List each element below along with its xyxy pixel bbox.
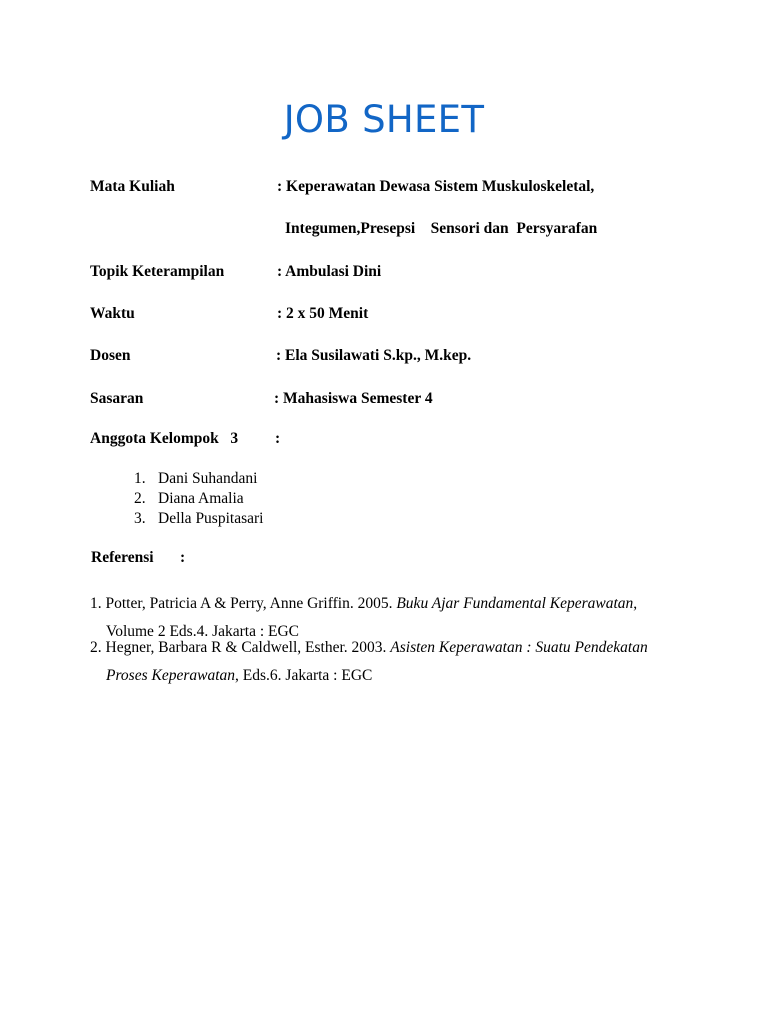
field-value: : — [275, 430, 281, 447]
field-value: : Ambulasi Dini — [277, 263, 382, 280]
field-value: : Ela Susilawati S.kp., M.kep. — [276, 347, 472, 364]
referensi-label: Referensi — [91, 549, 154, 566]
list-item-number: 3. — [134, 510, 146, 527]
field-label: Mata Kuliah — [90, 178, 175, 195]
reference-authors: 1. Potter, Patricia A & Perry, Anne Griffin. 2005. — [90, 595, 397, 612]
reference-item-continued — [106, 667, 372, 685]
reference-item — [90, 639, 648, 657]
list-item-number: 1. — [134, 470, 146, 487]
field-label: Sasaran — [90, 390, 144, 407]
field-value: : 2 x 50 Menit — [277, 305, 369, 322]
reference-authors: 2. Hegner, Barbara R & Caldwell, Esther. 2003. — [90, 639, 391, 656]
page-title: JOB SHEET — [283, 98, 485, 141]
referensi-colon: : — [180, 549, 186, 566]
reference-title: Buku Ajar Fundamental Keperawatan — [396, 595, 634, 612]
field-value: : Keperawatan Dewasa Sistem Muskuloskeletal, — [277, 178, 595, 195]
reference-title: Asisten Keperawatan : Suatu Pendekatan — [390, 639, 648, 656]
list-item-number: 2. — [134, 490, 146, 507]
field-value: : Mahasiswa Semester 4 — [274, 390, 433, 407]
list-item-name: Della Puspitasari — [158, 510, 264, 527]
field-value-continued: Integumen,Presepsi Sensori dan Persyarafan — [285, 220, 598, 237]
reference-item — [90, 595, 637, 613]
reference-publication: , Eds.6. Jakarta : EGC — [235, 667, 373, 684]
reference-publication: Volume 2 Eds.4. Jakarta : EGC — [106, 623, 300, 640]
field-label: Dosen — [90, 347, 131, 364]
reference-suffix: , — [633, 595, 638, 612]
reference-title-continued: Proses Keperawatan — [106, 667, 236, 684]
list-item-name: Diana Amalia — [158, 490, 244, 507]
field-label: Anggota Kelompok 3 — [90, 430, 239, 447]
field-label: Topik Keterampilan — [90, 263, 225, 280]
field-label: Waktu — [90, 305, 135, 322]
list-item-name: Dani Suhandani — [158, 470, 258, 487]
